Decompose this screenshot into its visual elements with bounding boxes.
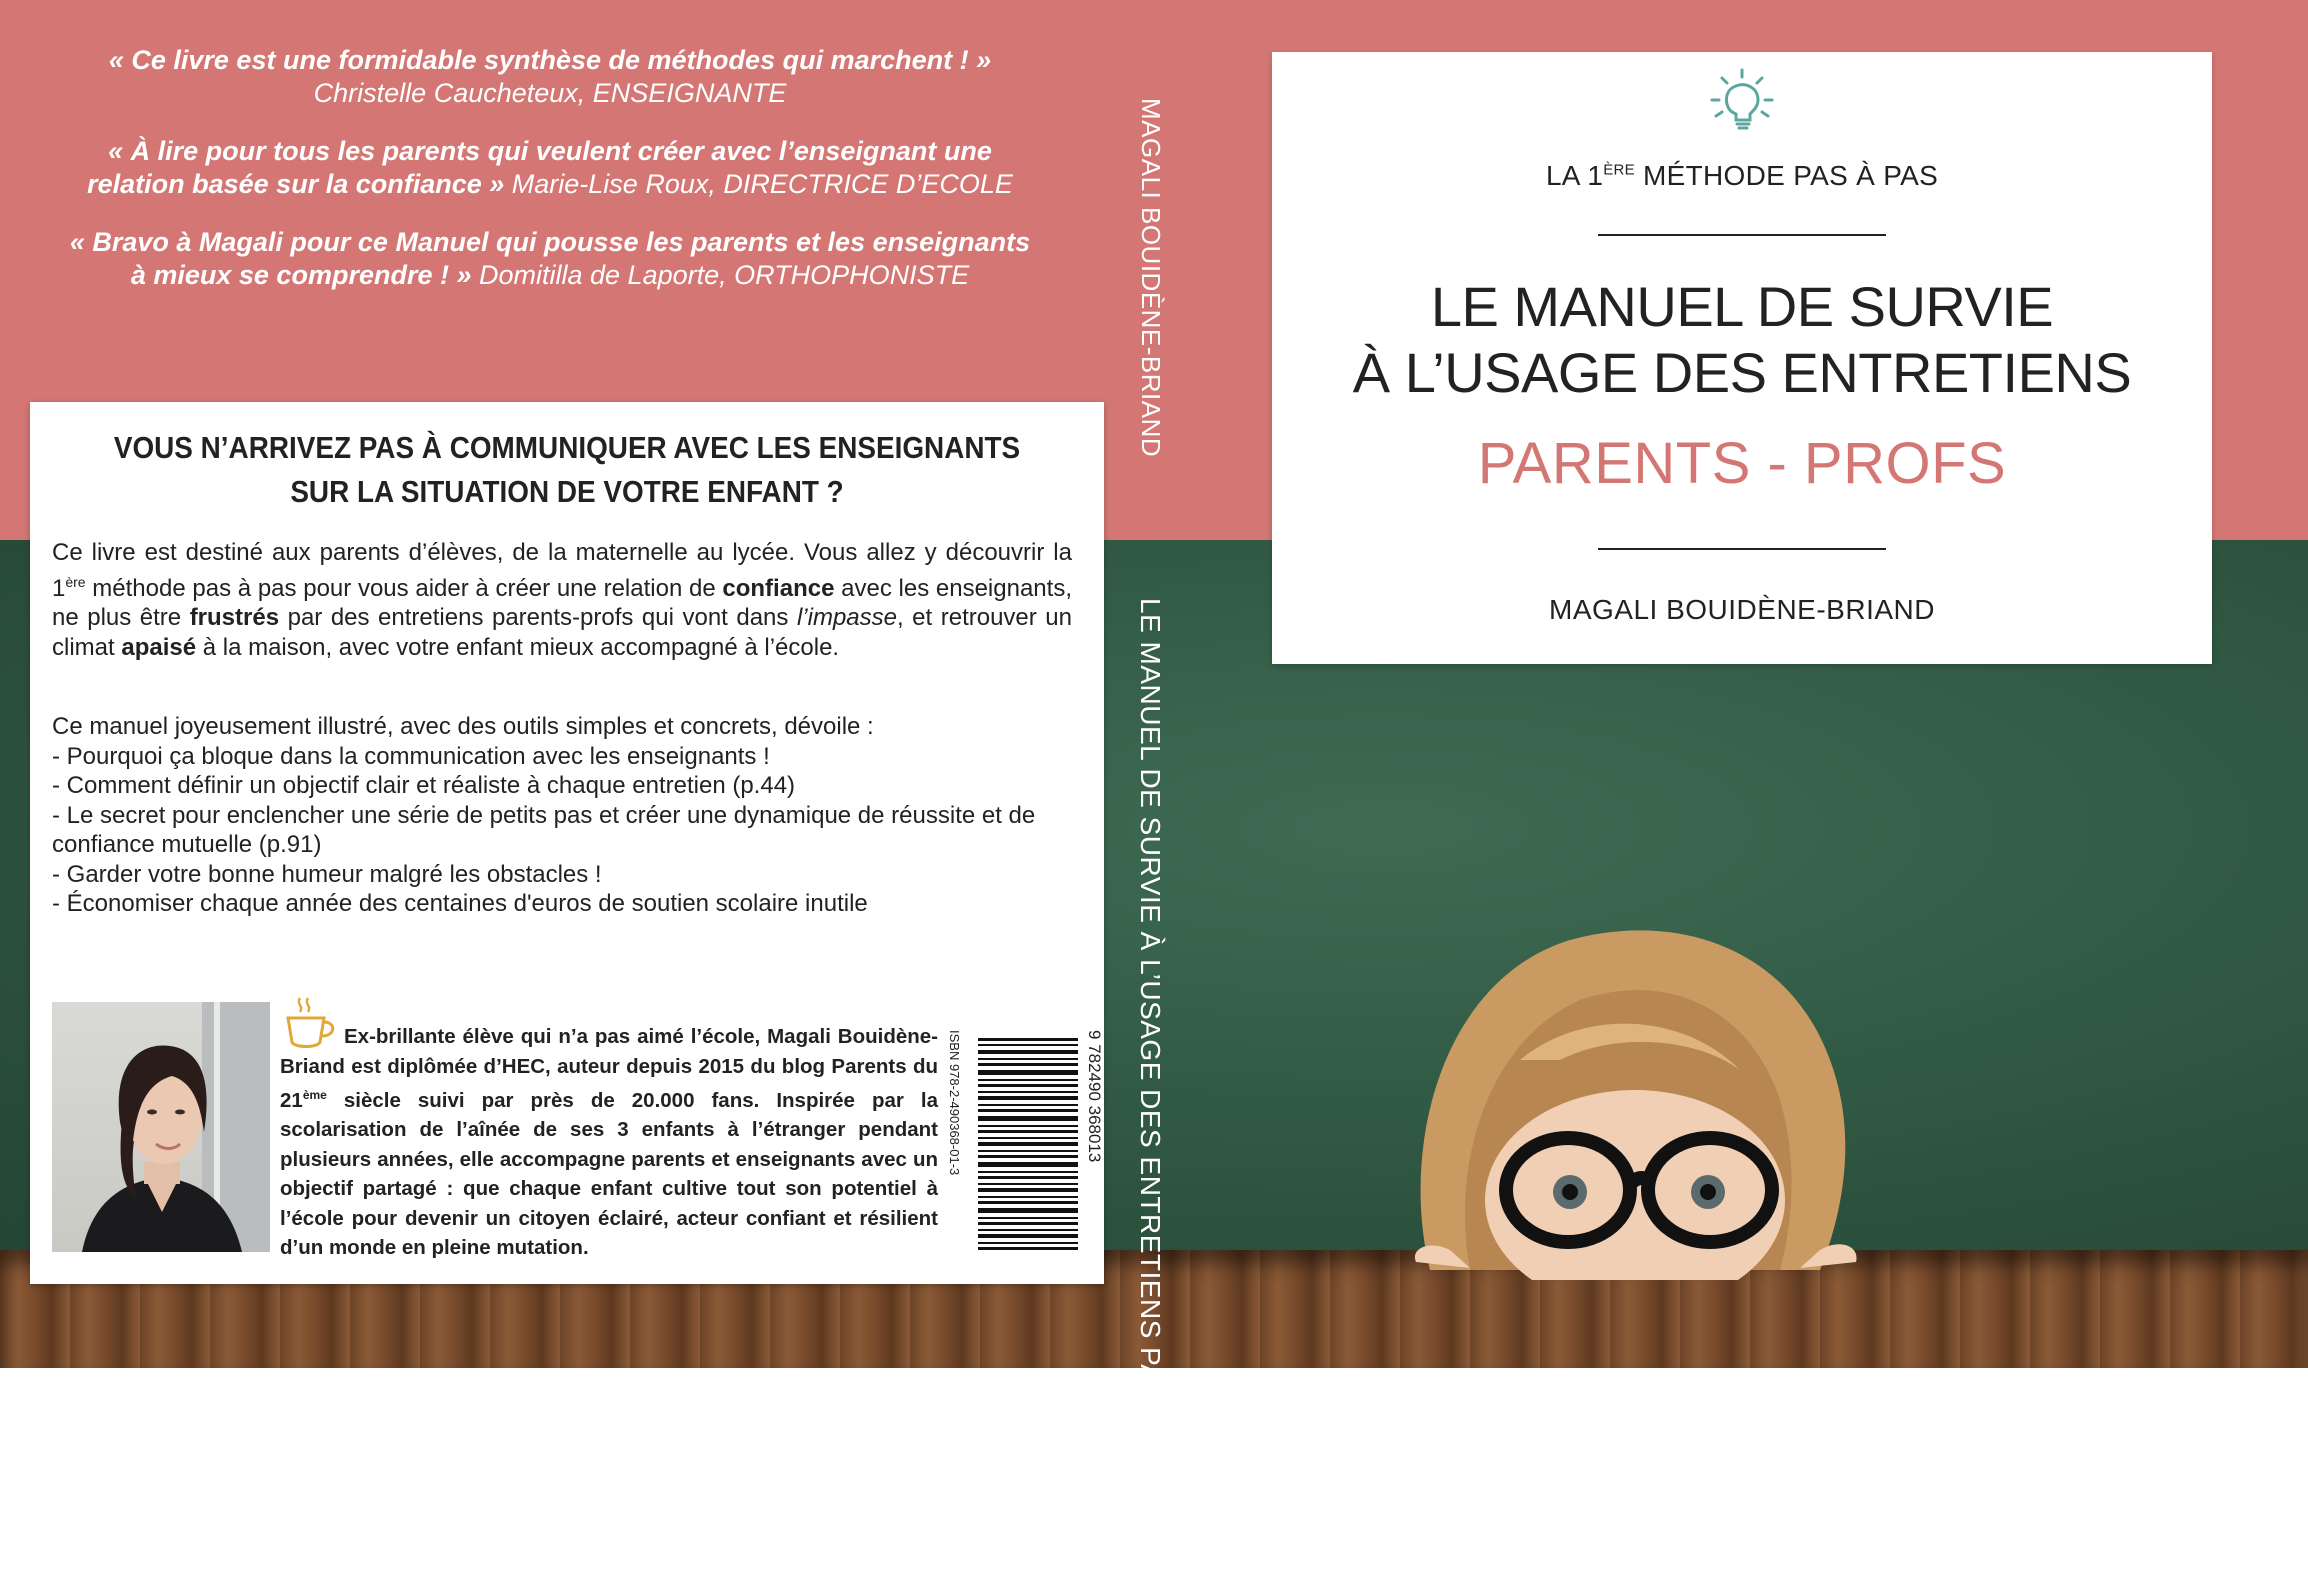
child-illustration [1320,900,1940,1280]
book-author: MAGALI BOUIDÈNE-BRIAND [1549,594,1935,625]
quote-3: « Bravo à Magali pour ce Manuel qui pousse les parents et les enseignants à mieux se comprendre ! » Domitilla de Laporte, ORTHOPHONISTE [69,227,1031,290]
spine-author: MAGALI BOUIDÈNE-BRIAND [1136,98,1166,458]
divider [1598,234,1886,236]
book-subtitle: PARENTS - PROFS [1477,431,2007,496]
author-photo [52,1002,270,1252]
barcode [948,1032,1088,1262]
quote-2: « À lire pour tous les parents qui veulent créer avec l’enseignant une relation basée sur la confiance » Marie-Lise Roux, DIRECTRICE D’ECOLE [87,136,1013,199]
isbn-number: ISBN 978-2-490368-01-3 [947,1030,962,1176]
front-kicker: LA 1ÈRE MÉTHODE PAS À PAS [1545,160,1939,191]
list-item: - Économiser chaque année des centaines d'euros de soutien scolaire inutile [52,890,868,917]
list-item: - Pourquoi ça bloque dans la communication avec les enseignants ! [52,742,770,770]
divider [1598,548,1886,550]
feature-list-intro: Ce manuel joyeusement illustré, avec des outils simples et concrets, dévoile : [52,713,874,740]
lightbulb-icon [1702,62,1782,142]
back-description: Ce livre est destiné aux parents d’élèves, de la maternelle au lycée. Vous allez y découvrir la 1ère méthode pas à pas pour vous aider à créer une relation de confiance avec les enseignants, ne plus être frustrés par des entretiens parents-profs qui vont dans l’impasse, et retrouver un climat apaisé à la maison, avec votre enfant mieux accompagné à l’école. [52,539,1072,661]
list-item: - Comment définir un objectif clair et réaliste à chaque entretien (p.44) [52,772,796,799]
quote-1: « Ce livre est une formidable synthèse de méthodes qui marchent ! » Christelle Caucheteux, ENSEIGNANTE [108,45,992,108]
list-item: - Garder votre bonne humeur malgré les obstacles ! [52,860,602,888]
barcode-digits: 9 782490 368013 [1085,1030,1104,1163]
book-title: LE MANUEL DE SURVIE À L’USAGE DES ENTRETIENS [1352,275,2132,404]
author-bio: Ex-brillante élève qui n’a pas aimé l’école, Magali Bouidène-Briand est diplômée d’HEC, auteur depuis 2015 du blog Parents du 21ème siècle suivi par près de 20.000 fans. Inspirée par la scolarisation de l’aînée de ses 3 enfants à l’étranger pendant plusieurs années, elle accompagne parents et enseignants avec un objectif partagé : que chaque enfant cultive tout son potentiel à l’école pour devenir un citoyen éclairé, acteur confiant et résilient d’un monde en pleine mutation. [280,1025,938,1260]
spine-title: LE MANUEL DE SURVIE À L’USAGE DES ENTRETIENS PARENTS-PROFS [1135,598,1166,1590]
list-item: - Le secret pour enclencher une série de petits pas et créer une dynamique de réussite et de confiance mutuelle (p.91) [52,801,1036,858]
front-cover-panel [1272,52,2212,664]
feature-list [52,712,1072,919]
testimonial-quotes [60,44,1040,317]
back-cover-panel [30,402,1104,1284]
back-headline: VOUS N’ARRIVEZ PAS À COMMUNIQUER AVEC LES ENSEIGNANTS SUR LA SITUATION DE VOTRE ENFANT ? [113,430,1021,509]
